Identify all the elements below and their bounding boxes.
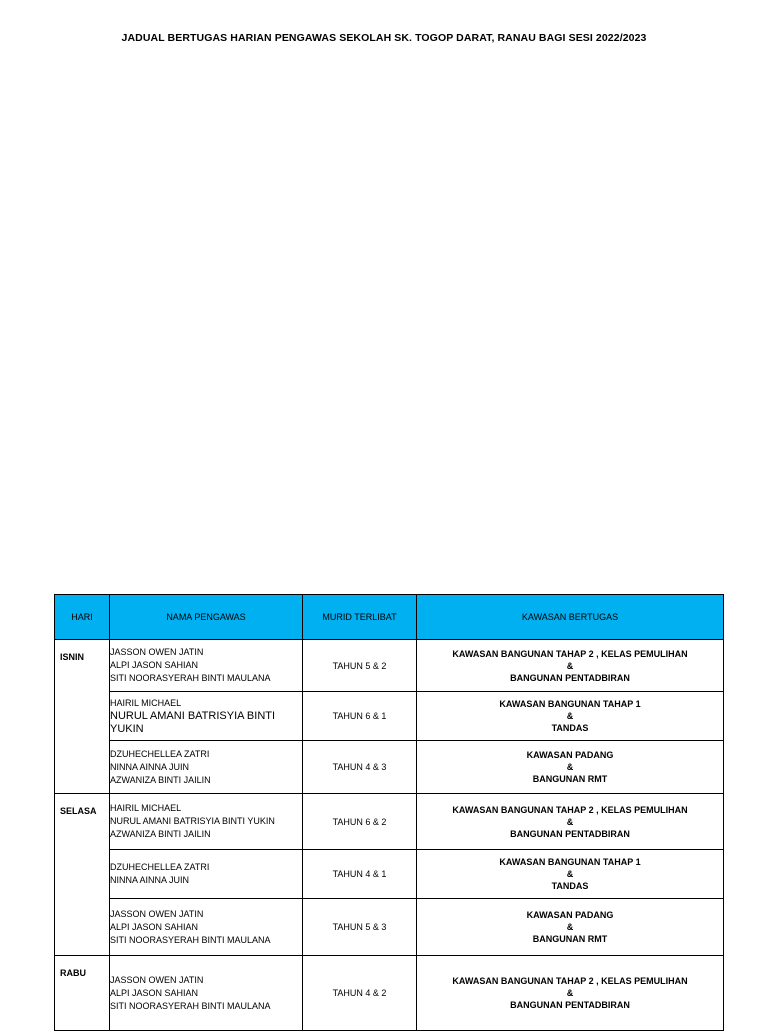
- prefect-name: ALPI JASON SAHIAN: [110, 660, 199, 670]
- day-cell: SELASA: [55, 794, 110, 956]
- area-cell: [417, 741, 724, 794]
- names-cell: [110, 794, 303, 850]
- area-cell: [417, 899, 724, 956]
- duty-roster-table: [54, 594, 724, 1031]
- table-row: [55, 850, 724, 899]
- prefect-name: NURUL AMANI BATRISYIA BINTI YUKIN: [110, 709, 276, 735]
- area-line: KAWASAN PADANG: [526, 910, 614, 920]
- header-kawasan-bertugas: KAWASAN BERTUGAS: [417, 595, 724, 640]
- area-line: KAWASAN BANGUNAN TAHAP 2 , KELAS PEMULIHAN: [452, 804, 688, 815]
- prefect-name: NINNA AINNA JUIN: [110, 875, 190, 885]
- table-row: [55, 794, 724, 850]
- area-line: &: [566, 660, 574, 671]
- murid-cell: TAHUN 4 & 2: [303, 956, 417, 1031]
- day-cell: RABU: [55, 956, 110, 1031]
- table-row: [55, 956, 724, 1031]
- prefect-name: NINNA AINNA JUIN: [110, 761, 190, 772]
- murid-cell: TAHUN 4 & 1: [303, 850, 417, 899]
- prefect-name: NURUL AMANI BATRISYIA BINTI YUKIN: [110, 816, 275, 826]
- murid-cell: TAHUN 4 & 3: [303, 741, 417, 794]
- prefect-name: HAIRIL MICHAEL: [110, 697, 182, 708]
- table-row: [55, 899, 724, 956]
- area-line: &: [566, 922, 574, 932]
- header-murid-terlibat: MURID TERLIBAT: [303, 595, 417, 640]
- area-line: &: [566, 869, 574, 879]
- area-line: TANDAS: [551, 881, 589, 891]
- table-row: [55, 640, 724, 692]
- table-header-row: [55, 595, 724, 640]
- prefect-name: AZWANIZA BINTI JAILIN: [110, 774, 211, 785]
- area-line: &: [566, 988, 574, 998]
- area-line: BANGUNAN PENTADBIRAN: [510, 672, 630, 683]
- names-cell: [110, 899, 303, 956]
- prefect-name: SITI NOORASYERAH BINTI MAULANA: [110, 934, 271, 945]
- prefect-name: ALPI JASON SAHIAN: [110, 987, 199, 998]
- prefect-name: DZUHECHELLEA ZATRI: [110, 748, 210, 759]
- day-cell: ISNIN: [55, 640, 110, 794]
- names-cell: [110, 692, 303, 741]
- prefect-name: JASSON OWEN JATIN: [110, 647, 204, 657]
- area-line: KAWASAN BANGUNAN TAHAP 2 , KELAS PEMULIHAN: [452, 648, 688, 659]
- area-line: BANGUNAN RMT: [532, 934, 608, 944]
- prefect-name: HAIRIL MICHAEL: [110, 803, 182, 813]
- area-cell: [417, 850, 724, 899]
- area-line: KAWASAN BANGUNAN TAHAP 2 , KELAS PEMULIHAN: [452, 976, 688, 986]
- names-cell: [110, 850, 303, 899]
- header-hari: HARI: [55, 595, 110, 640]
- area-cell: [417, 956, 724, 1031]
- area-line: &: [566, 816, 574, 827]
- area-cell: [417, 640, 724, 692]
- murid-cell: TAHUN 5 & 2: [303, 640, 417, 692]
- prefect-name: SITI NOORASYERAH BINTI MAULANA: [110, 1000, 271, 1011]
- document-title: JADUAL BERTUGAS HARIAN PENGAWAS SEKOLAH SK. TOGOP DARAT, RANAU BAGI SESI 2022/2023: [121, 32, 647, 44]
- prefect-name: AZWANIZA BINTI JAILIN: [110, 829, 211, 839]
- names-cell: [110, 741, 303, 794]
- area-line: KAWASAN BANGUNAN TAHAP 1: [499, 857, 641, 867]
- names-cell: [110, 640, 303, 692]
- area-line: KAWASAN BANGUNAN TAHAP 1: [499, 699, 641, 709]
- murid-cell: TAHUN 6 & 2: [303, 794, 417, 850]
- area-line: BANGUNAN PENTADBIRAN: [510, 1000, 630, 1010]
- prefect-name: ALPI JASON SAHIAN: [110, 921, 199, 932]
- area-line: BANGUNAN RMT: [532, 774, 608, 784]
- prefect-name: DZUHECHELLEA ZATRI: [110, 862, 210, 872]
- header-nama-pengawas: NAMA PENGAWAS: [110, 595, 303, 640]
- area-line: BANGUNAN PENTADBIRAN: [510, 828, 630, 839]
- murid-cell: TAHUN 6 & 1: [303, 692, 417, 741]
- table-row: [55, 741, 724, 794]
- area-line: &: [566, 762, 574, 772]
- names-cell: [110, 956, 303, 1031]
- area-line: &: [566, 711, 574, 721]
- prefect-name: SITI NOORASYERAH BINTI MAULANA: [110, 673, 271, 683]
- murid-cell: TAHUN 5 & 3: [303, 899, 417, 956]
- prefect-name: JASSON OWEN JATIN: [110, 974, 204, 985]
- prefect-name: JASSON OWEN JATIN: [110, 908, 204, 919]
- area-line: TANDAS: [551, 723, 589, 733]
- area-line: KAWASAN PADANG: [526, 750, 614, 760]
- area-cell: [417, 794, 724, 850]
- area-cell: [417, 692, 724, 741]
- table-row: [55, 692, 724, 741]
